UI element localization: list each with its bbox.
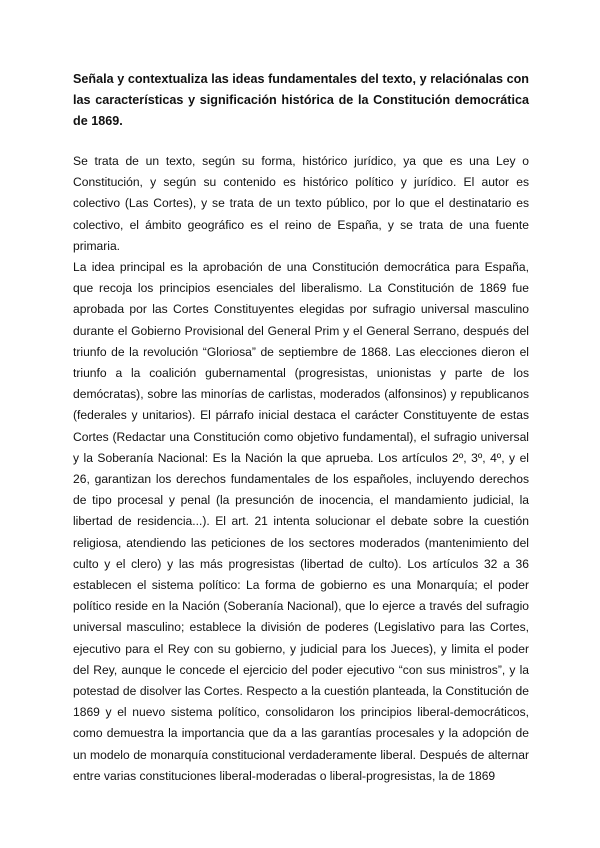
paragraph-intro: Se trata de un texto, según su forma, histórico jurídico, ya que es una Ley o Constitución, y según su contenido es histórico político y jurídico. El autor es colectivo (Las Cortes), y se trata de un texto público, por lo que el destinatario es colectivo, el ámbito geográfico es el reino de España, y se trata de una fuente primaria.	[73, 154, 529, 253]
document-title: Señala y contextualiza las ideas fundamentales del texto, y relaciónalas con las características y significación histórica de la Constitución democrática de 1869.	[73, 72, 529, 128]
document-body	[73, 151, 529, 787]
paragraph-main-idea: La idea principal es la aprobación de una Constitución democrática para España, que recoja los principios esenciales del liberalismo. La Constitución de 1869 fue aprobada por las Cortes Constituyentes elegidas por sufragio universal masculino durante el Gobierno Provisional del General Prim y el General Serrano, después del triunfo de la revolución “Gloriosa” de septiembre de 1868. Las elecciones dieron el triunfo a la coalición gubernamental (progresistas, unionistas y parte de los demócratas), sobre las minorías de carlistas, moderados (alfonsinos) y republicanos (federales y unitarios). El párrafo inicial destaca el carácter Constituyente de estas Cortes (Redactar una Constitución como objetivo fundamental), el sufragio universal y la Soberanía Nacional: Es la Nación la que aprueba. Los artículos 2º, 3º, 4º, y el 26, garantizan los derechos fundamentales de los españoles, incluyendo derechos de tipo procesal y penal (la presunción de inocencia, el mandamiento judicial, la libertad de residencia...). El art. 21 intenta solucionar el debate sobre la cuestión religiosa, atendiendo las peticiones de los sectores moderados (mantenimiento del culto y el clero) y las más progresistas (libertad de culto). Los artículos 32 a 36 establecen el sistema político: La forma de gobierno es una Monarquía; el poder político reside en la Nación (Soberanía Nacional), que lo ejerce a través del sufragio universal masculino; establece la división de poderes (Legislativo para las Cortes, ejecutivo para el Rey con su gobierno, y judicial para los Jueces), y limita el poder del Rey, aunque le concede el ejercicio del poder ejecutivo “con sus ministros”, y la potestad de disolver las Cortes. Respecto a la cuestión planteada, la Constitución de 1869 y el nuevo sistema político, consolidaron los principios liberal-democráticos, como demuestra la importancia que da a las garantías procesales y la adopción de un modelo de monarquía constitucional verdaderamente liberal. Después de alternar entre varias constituciones liberal-moderadas o liberal-progresistas, la de 1869	[73, 260, 529, 783]
